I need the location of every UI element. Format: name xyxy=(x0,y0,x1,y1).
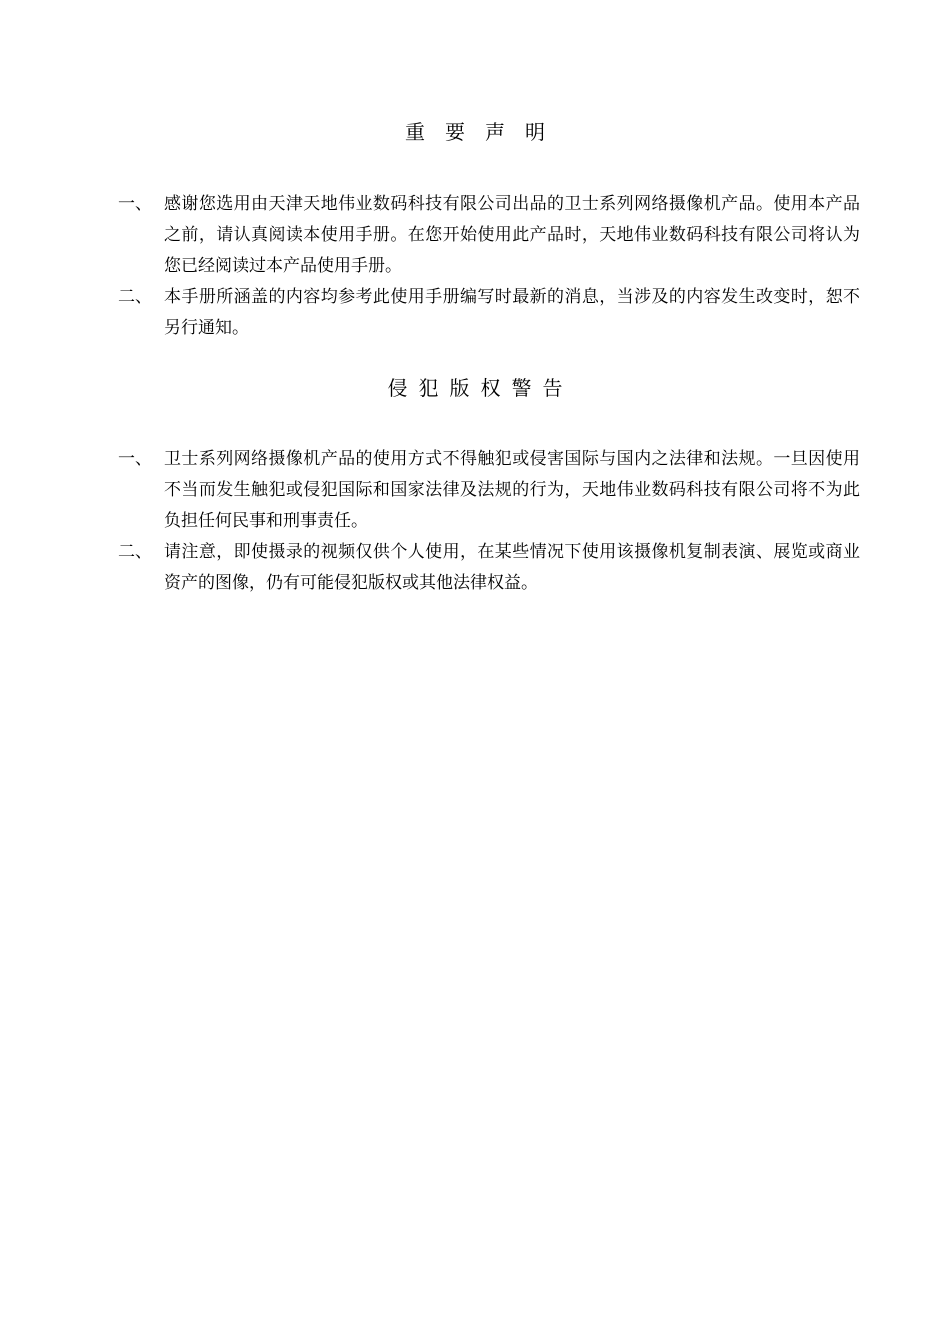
item-number: 二、 xyxy=(118,542,152,562)
warning-item-2 xyxy=(118,537,860,599)
item-number: 一、 xyxy=(118,449,152,469)
section-title-copyright-warning: 侵犯版权警告 xyxy=(387,376,574,400)
item-text: 卫士系列网络摄像机产品的使用方式不得触犯或侵害国际与国内之法律和法规。一旦因使用不当而发生触犯或侵犯国际和国家法律及法规的行为，天地伟业数码科技有限公司将不为此负担任何民事和刑事责任。 xyxy=(164,449,860,531)
warning-item-1 xyxy=(118,444,860,537)
item-text: 感谢您选用由天津天地伟业数码科技有限公司出品的卫士系列网络摄像机产品。使用本产品之前，请认真阅读本使用手册。在您开始使用此产品时，天地伟业数码科技有限公司将认为您已经阅读过本产品使用手册。 xyxy=(164,194,860,276)
item-number: 二、 xyxy=(118,287,152,307)
item-number: 一、 xyxy=(118,194,152,214)
item-text: 请注意，即使摄录的视频仅供个人使用，在某些情况下使用该摄像机复制表演、展览或商业资产的图像，仍有可能侵犯版权或其他法律权益。 xyxy=(164,542,860,593)
section-title-important-statement: 重要声明 xyxy=(405,120,565,144)
statement-item-1 xyxy=(118,189,860,282)
item-text: 本手册所涵盖的内容均参考此使用手册编写时最新的消息，当涉及的内容发生改变时，恕不另行通知。 xyxy=(164,287,860,338)
statement-item-2 xyxy=(118,282,860,344)
